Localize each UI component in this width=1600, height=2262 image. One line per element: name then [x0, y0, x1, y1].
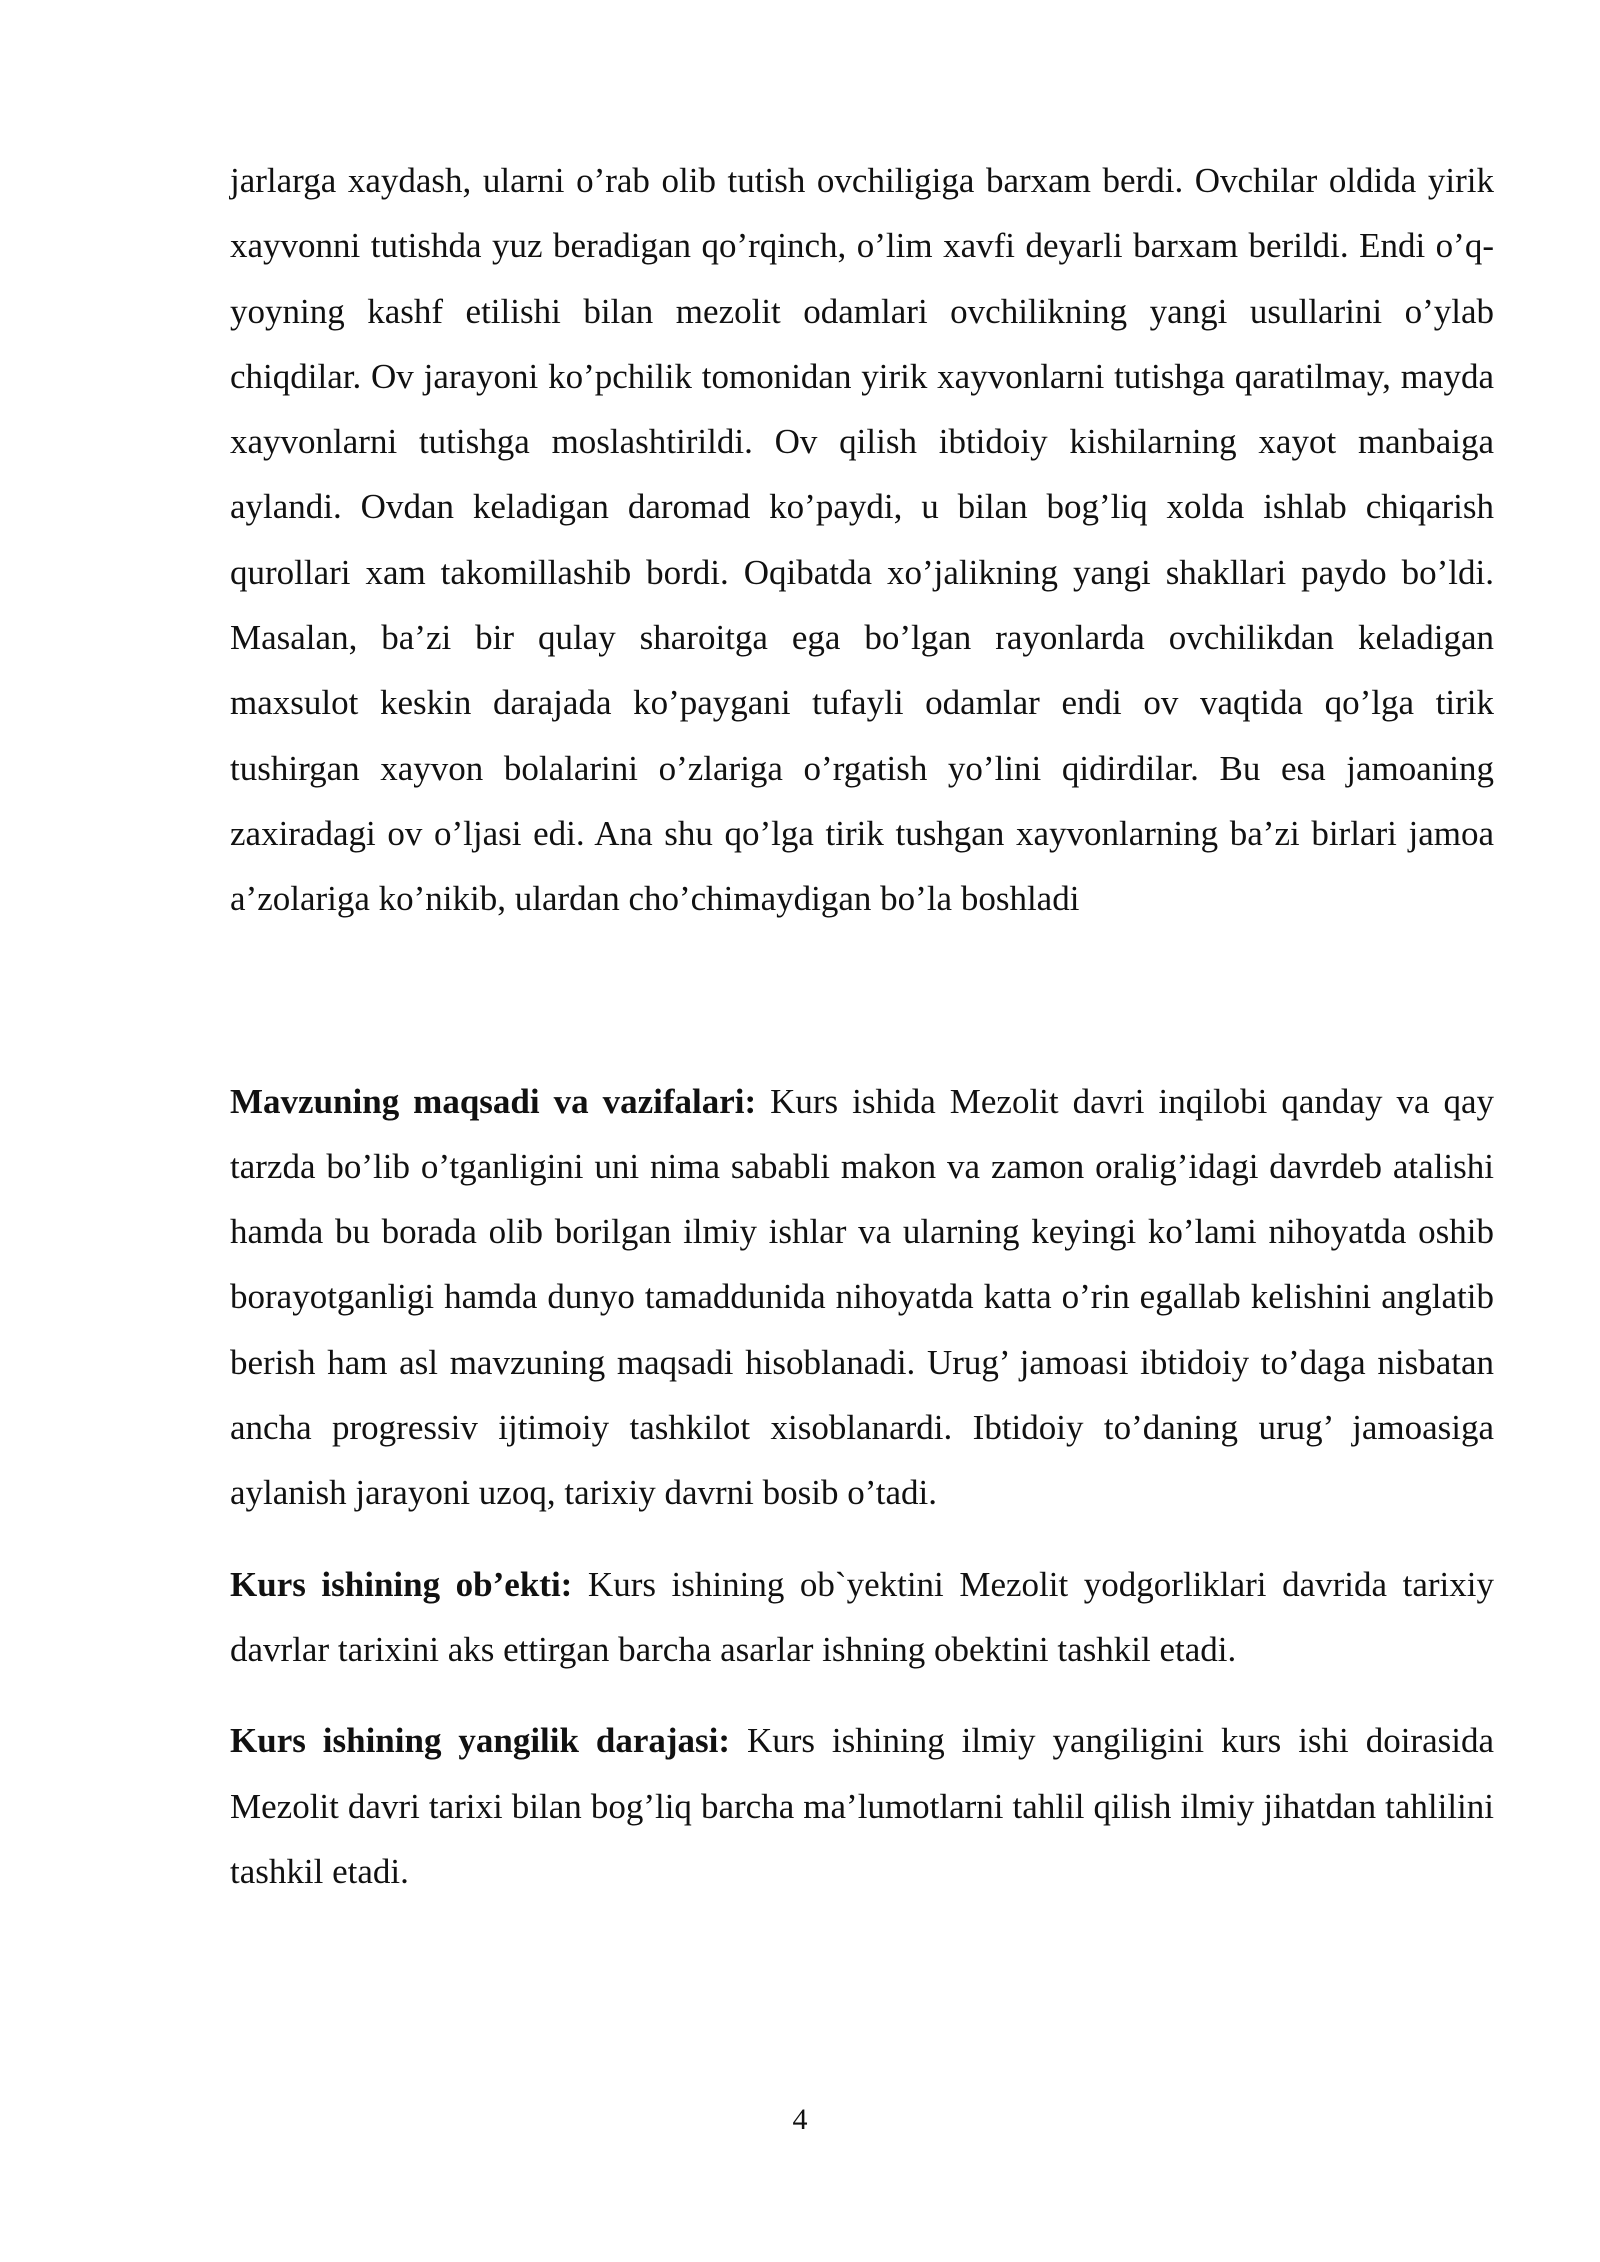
goals-text: Kurs ishida Mezolit davri inqilobi qanday va qay tarzda bo’lib o’tganligini uni nima sababli makon va zamon oralig’idagi davrdeb atalishi hamda bu borada olib borilgan ilmiy ishlar va ularning keyingi ko’lami nihoyatda oshib borayotganligi hamda dunyo tamaddunida nihoyatda katta o’rin egallab kelishini anglatib berish ham asl mavzuning maqsadi hisoblanadi. Urug’ jamoasi ibtidoiy to’daga nisbatan ancha progressiv ijtimoiy tashkilot xisoblanardi. Ibtidoiy to’daning urug’ jamoasiga aylanish jarayoni uzoq, tarixiy davrni bosib o’tadi. [230, 1081, 1494, 1513]
object-heading: Kurs ishining ob’ekti: [230, 1564, 573, 1604]
object-paragraph [230, 1552, 1494, 1683]
page-number: 4 [792, 2103, 808, 2136]
paragraph-text: jarlarga xaydash, ularni o’rab olib tutish ovchiligiga barxam berdi. Ovchilar oldida yirik xayvonni tutishda yuz beradigan qo’rqinch, o’lim xavfi deyarli barxam berildi. Endi o’q-yoyning kashf etilishi bilan mezolit odamlari ovchilikning yangi usullarini o’ylab chiqdilar. Ov jarayoni ko’pchilik tomonidan yirik xayvonlarni tutishga qaratilmay, mayda xayvonlarni tutishga moslashtirildi. Ov qilish ibtidoiy kishilarning xayot manbaiga aylandi. Ovdan keladigan daromad ko’paydi, u bilan bog’liq xolda ishlab chiqarish qurollari xam takomillashib bordi. Oqibatda xo’jalikning yangi shakllari paydo bo’ldi. Masalan, ba’zi bir qulay sharoitga ega bo’lgan rayonlarda ovchilikdan keladigan maxsulot keskin darajada ko’paygani tufayli odamlar endi ov vaqtida qo’lga tirik tushirgan xayvon bolalarini o’zlariga o’rgatish yo’lini qidirdilar. Bu esa jamoaning zaxiradagi ov o’ljasi edi. Ana shu qo’lga tirik tushgan xayvonlarning ba’zi birlari jamoa a’zolariga ko’nikib, ulardan cho’chimaydigan bo’la boshladi [230, 161, 1494, 919]
novelty-paragraph [230, 1708, 1494, 1904]
document-page [230, 148, 1494, 1904]
goals-paragraph [230, 1069, 1494, 1526]
novelty-heading: Kurs ishining yangilik darajasi: [230, 1721, 731, 1761]
novelty-text: Kurs ishining ilmiy yangiligini kurs ishi doirasida Mezolit davri tarixi bilan bog’liq barcha ma’lumotlarni tahlil qilish ilmiy jihatdan tahlilini tashkil etadi. [230, 1721, 1494, 1891]
object-text: Kurs ishining ob`yektini Mezolit yodgorliklari davrida tarixiy davrlar tarixini aks ettirgan barcha asarlar ishning obektini tashkil etadi. [230, 1564, 1494, 1669]
goals-heading: Mavzuning maqsadi va vazifalari: [230, 1081, 757, 1121]
body-paragraph [230, 148, 1494, 932]
